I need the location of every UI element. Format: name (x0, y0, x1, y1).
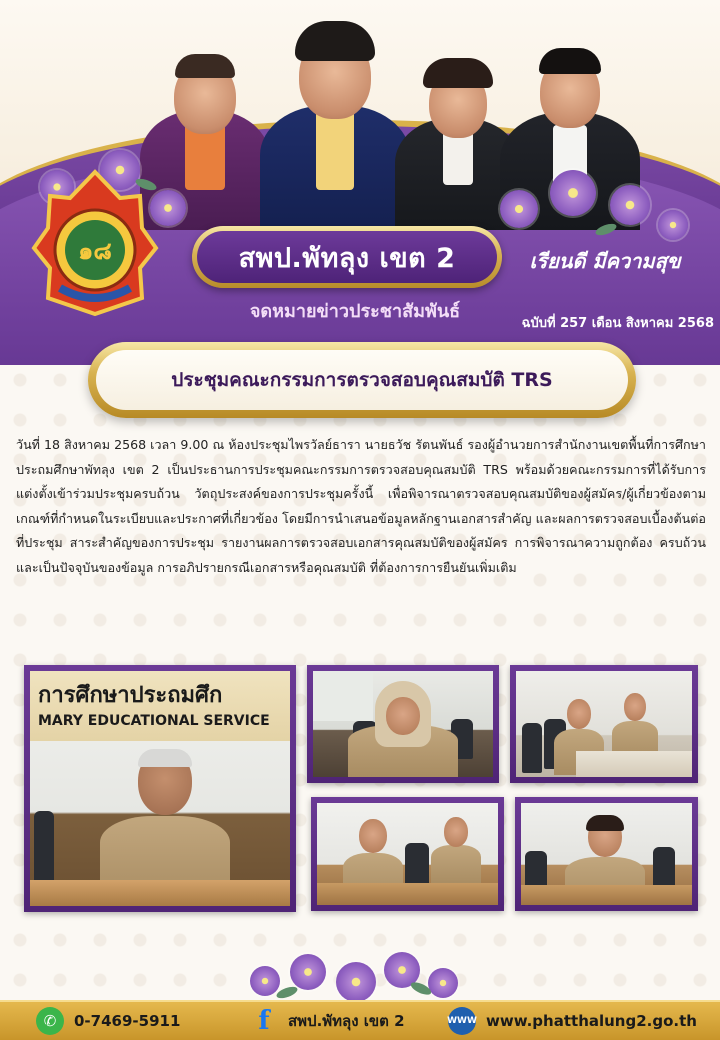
obec-logo (30, 168, 160, 318)
photo-committee-2 (510, 665, 698, 783)
org-title-plate (192, 226, 502, 288)
committee-member-figure (348, 681, 458, 777)
newsletter-subtitle: จดหมายข่าวประชาสัมพันธ์ (249, 301, 461, 322)
org-title: สพป.พัทลุง เขต 2 (238, 242, 456, 274)
article-body: วันที่ 18 สิงหาคม 2568 เวลา 9.00 ณ ห้องประชุมไพรวัลย์ธารา นายธวัช รัตนพันธ์ รองผู้อำนวยการสำนักงานเขตพื้นที่การศึกษาประถมศึกษาพัทลุง เขต 2 เป็นประธานการประชุมคณะกรรมการตรวจสอบคุณสมบัติ TRS พร้อมด้วยคณะกรรมการที่ได้รับการแต่งตั้งเข้าร่วมประชุมครบถ้วน วัตถุประสงค์ของการประชุมครั้งนี้ เพื่อพิจารณาตรวจสอบคุณสมบัติของผู้สมัคร/ผู้เกี่ยวข้องตามเกณฑ์ที่กำหนดในระเบียบและประกาศที่เกี่ยวข้อง โดยมีการนำเสนอข้อมูลหลักฐานเอกสารสำคัญ และผลการตรวจสอบเบื้องต้นต่อที่ประชุม สาระสำคัญของการประชุม รายงานผลการตรวจสอบเอกสารคุณสมบัติของผู้สมัคร การพิจารณาความถูกต้อง ครบถ้วน และเป็นปัจจุบันของข้อมูล การอภิปรายกรณีเอกสารหรือคุณสมบัติ ที่ต้องการการยืนยันเพิ่มเติม (16, 437, 706, 575)
header-banner (0, 0, 720, 365)
photo-sign-line-1: การศึกษาประถมศึก (38, 683, 223, 708)
footer-phone[interactable] (36, 1007, 180, 1035)
slogan: เรียนดี มีความสุข (529, 249, 681, 273)
facebook-icon: f (258, 1006, 270, 1036)
globe-icon: WWW (448, 1007, 476, 1035)
photo-sign-line-2: MARY EDUCATIONAL SERVICE (38, 713, 270, 729)
headline-banner (88, 342, 636, 418)
facebook-page-name: สพป.พัทลุง เขต 2 (288, 1012, 405, 1030)
photo-committee-4 (515, 797, 698, 911)
footer-website[interactable] (448, 1007, 697, 1035)
phone-number: 0-7469-5911 (74, 1012, 181, 1030)
website-url: www.phatthalung2.go.th (486, 1012, 697, 1030)
svg-text:๑๘: ๑๘ (78, 237, 112, 265)
phone-icon: ✆ (36, 1007, 64, 1035)
photo-chairman (24, 665, 296, 912)
footer-facebook[interactable] (250, 1007, 405, 1035)
photo-committee-1 (307, 665, 499, 783)
photo-committee-3 (311, 797, 504, 911)
headline-title: ประชุมคณะกรรมการตรวจสอบคุณสมบัติ TRS (171, 369, 553, 391)
flower-decoration-bottom (250, 948, 480, 1004)
footer-contact-bar (0, 1000, 720, 1040)
executive-photo-2 (260, 15, 410, 230)
issue-info: ฉบับที่ 257 เดือน สิงหาคม 2568 (521, 316, 714, 331)
